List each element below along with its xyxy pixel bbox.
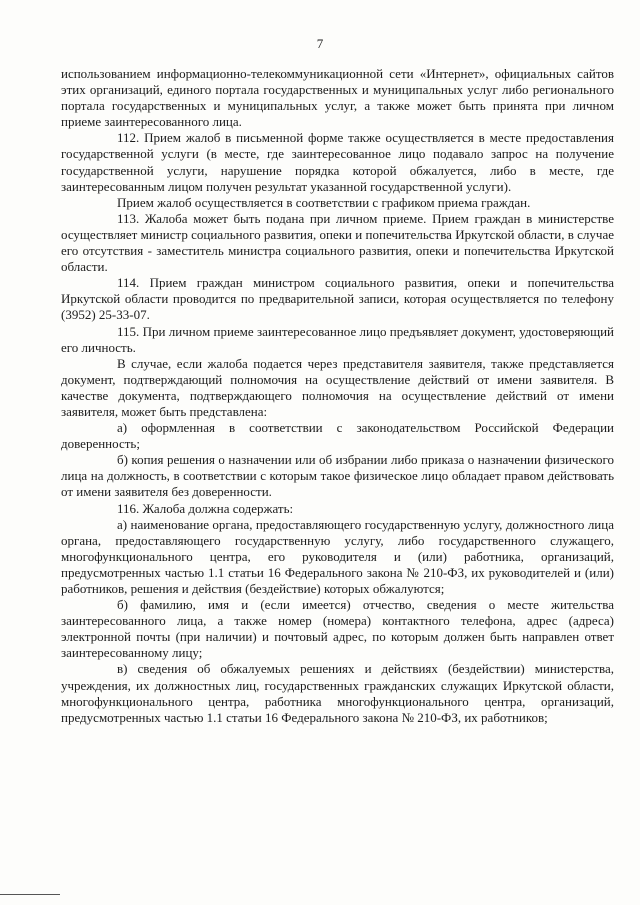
paragraph-112: 112. Прием жалоб в письменной форме также осуществляется в месте предоставления государственной услуги (в месте, где заинтересованное лицо подавало запрос на получение государственной услуги, нарушение порядка которой обжалуется, либо в месте, где заинтересованным лицом получен результат указанной государственной услуги).: [61, 130, 614, 194]
paragraph-representative: В случае, если жалоба подается через представителя заявителя, также представляется документ, подтверждающий полномочия на осуществление действий от имени заявителя. В качестве документа, подтверждающего полномочия на осуществление действий от имени заявителя, может быть представлена:: [61, 355, 614, 419]
paragraph-item-b-decision-copy: б) копия решения о назначении или об избрании либо приказа о назначении физического лица на должность, в соответствии с которым такое физическое лицо обладает правом действовать от имени заявителя без доверенности.: [61, 452, 614, 500]
paragraph-115: 115. При личном приеме заинтересованное лицо предъявляет документ, удостоверяющий его личность.: [61, 323, 614, 355]
paragraph-item-a-power-of-attorney: а) оформленная в соответствии с законодательством Российской Федерации доверенность;: [61, 420, 614, 452]
paragraph-114: 114. Прием граждан министром социального развития, опеки и попечительства Иркутской области проводится по предварительной записи, которая осуществляется по телефону (3952) 25-33-07.: [61, 275, 614, 323]
paragraph-116: 116. Жалоба должна содержать:: [117, 500, 294, 516]
paragraph-continuation: использованием информационно-телекоммуникационной сети «Интернет», официальных сайтов этих организаций, единого портала государственных и муниципальных услуг либо регионального портала государственных и муниципальных услуг, а также может быть принята при личном приеме заинтересованного лица.: [61, 66, 614, 130]
document-body: [61, 66, 614, 726]
paragraph-schedule: Прием жалоб осуществляется в соответствии с графиком приема граждан.: [117, 194, 531, 210]
paragraph-113: 113. Жалоба может быть подана при личном приеме. Прием граждан в министерстве осуществляет министр социального развития, опеки и попечительства Иркутской области, в случае его отсутствия - заместитель министра социального развития, опеки и попечительства Иркутской области.: [61, 210, 614, 275]
paragraph-116-item-b: б) фамилию, имя и (если имеется) отчество, сведения о месте жительства заинтересованного лица, а также номер (номера) контактного телефона, адрес (адреса) электронной почты (при наличии) и почтовый адрес, по которым должен быть направлен ответ заинтересованному лицу;: [61, 597, 614, 661]
paragraph-116-item-a: а) наименование органа, предоставляющего государственную услугу, должностного лица органа, предоставляющего государственную услугу, либо государственного служащего, многофункционального центра, его руководителя и (или) работника, организаций, предусмотренных частью 1.1 статьи 16 Федерального закона № 210-ФЗ, их руководителей и (или) работников, решения и действия (бездействие) которых обжалуются;: [61, 516, 614, 596]
page-number: 7: [316, 36, 324, 51]
footer-divider: [0, 894, 60, 895]
paragraph-116-item-c: в) сведения об обжалуемых решениях и действиях (бездействии) министерства, учреждения, их должностных лиц, государственных гражданских служащих Иркутской области, многофункционального центра, работника многофункционального центра, организаций, предусмотренных частью 1.1 статьи 16 Федерального закона № 210-ФЗ, их работников;: [61, 661, 614, 725]
